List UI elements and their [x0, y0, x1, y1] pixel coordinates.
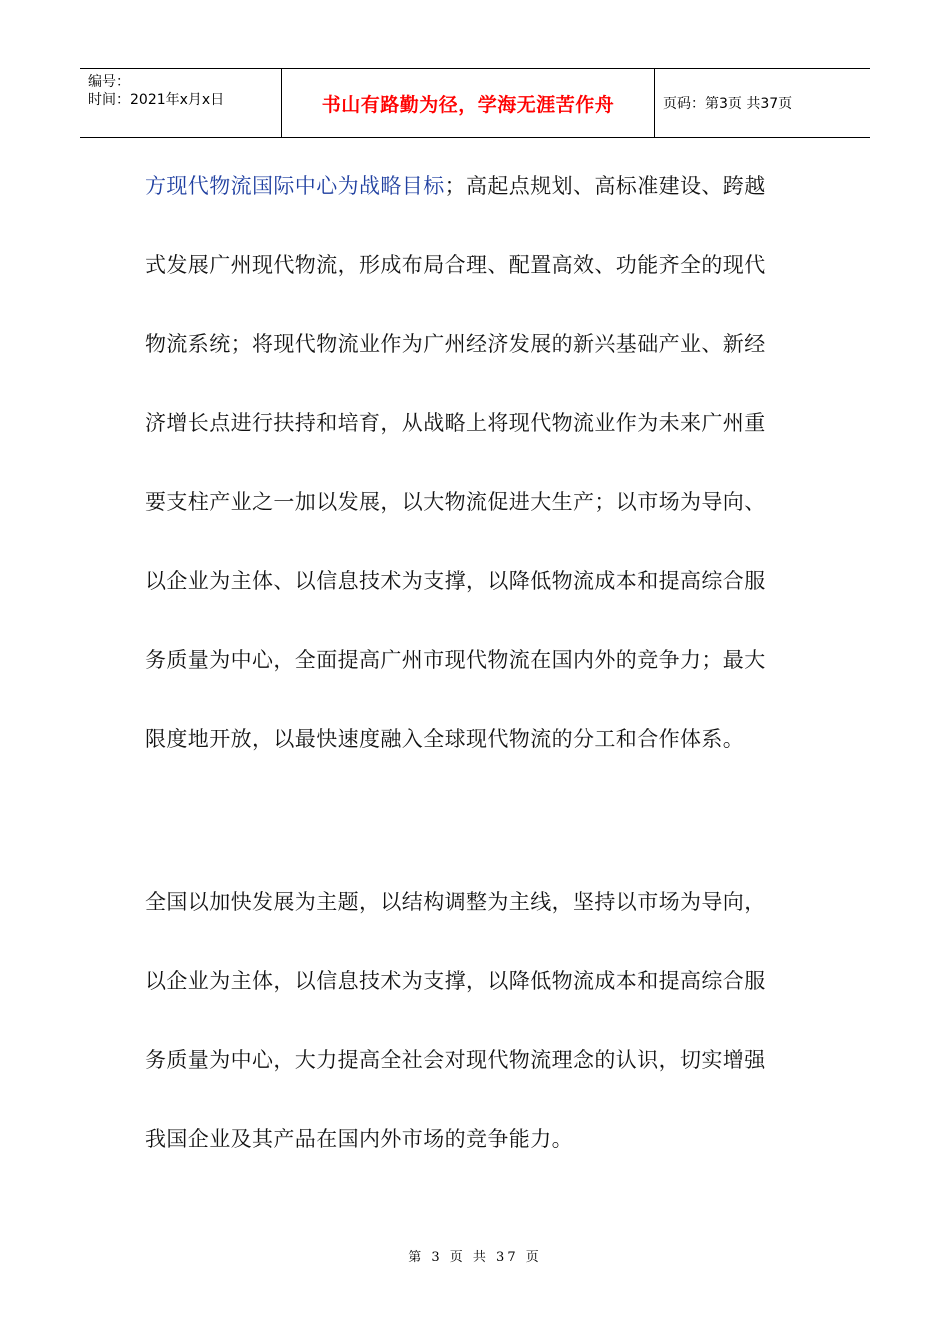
paragraph-1: [145, 168, 795, 800]
paragraph-line: [145, 168, 795, 247]
paragraph-2: [145, 884, 795, 1200]
header-motto-cell: [282, 69, 655, 137]
paragraph-line: 以企业为主体、以信息技术为支撑，以降低物流成本和提高综合服: [145, 569, 766, 593]
paragraph-line: 务质量为中心，大力提高全社会对现代物流理念的认识，切实增强: [145, 1048, 766, 1072]
paragraph-line: 济增长点进行扶持和培育，从战略上将现代物流业作为未来广州重: [145, 411, 766, 435]
document-number-label: 编号：: [88, 74, 130, 90]
paragraph-line: 全国以加快发展为主题，以结构调整为主线，坚持以市场为导向，: [145, 890, 766, 914]
paragraph-line: 以企业为主体，以信息技术为支撑，以降低物流成本和提高综合服: [145, 969, 766, 993]
paragraph-line: 物流系统；将现代物流业作为广州经济发展的新兴基础产业、新经: [145, 332, 766, 356]
paragraph-line: 式发展广州现代物流，形成布局合理、配置高效、功能齐全的现代: [145, 253, 766, 277]
page-footer: 第 3 页 共 37 页: [408, 1250, 542, 1265]
header-meta-cell: [80, 69, 282, 137]
paragraph-line: 限度地开放，以最快速度融入全球现代物流的分工和合作体系。: [145, 727, 745, 751]
paragraph-text: ；高起点规划、高标准建设、跨越: [444, 174, 766, 198]
paragraph-line: 要支柱产业之一加以发展，以大物流促进大生产；以市场为导向、: [145, 490, 766, 514]
paragraph-line: 务质量为中心，全面提高广州市现代物流在国内外的竞争力；最大: [145, 648, 766, 672]
document-header: [80, 68, 870, 138]
header-motto: 书山有路勤为径，学海无涯苦作舟: [321, 93, 615, 116]
document-date-label: 时间：2021年x月x日: [88, 92, 225, 108]
header-page-cell: [655, 69, 870, 137]
paragraph-line: 我国企业及其产品在国内外市场的竞争能力。: [145, 1127, 573, 1151]
header-page-number: 页码：第3页 共37页: [663, 96, 793, 112]
highlighted-text: 方现代物流国际中心为战略目标: [145, 174, 445, 198]
